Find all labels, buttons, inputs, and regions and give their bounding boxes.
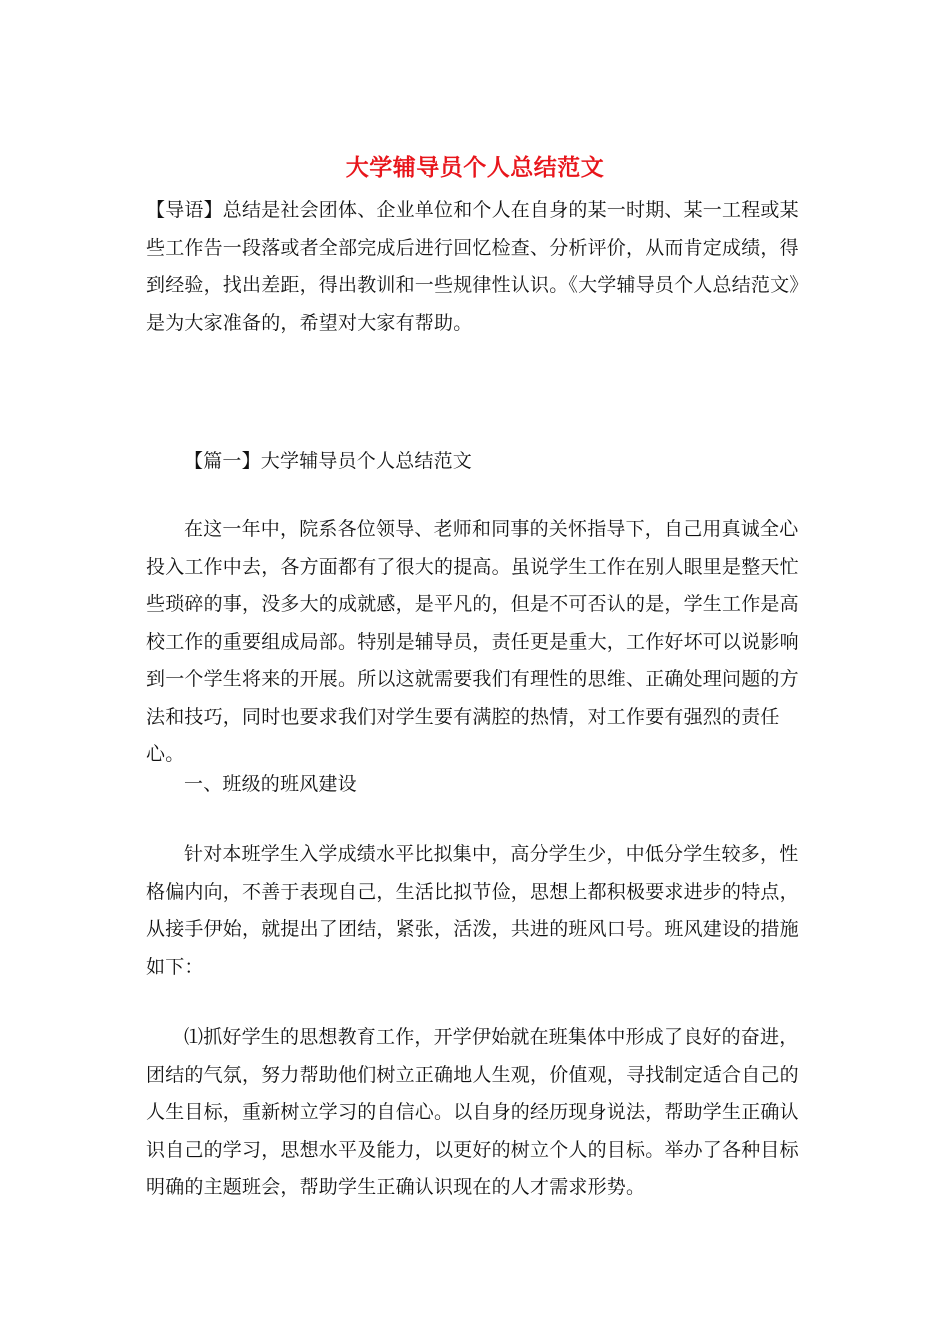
paragraph-text-2: 针对本班学生入学成绩水平比拟集中，高分学生少，中低分学生较多，性格偏内向，不善于表现自己，生活比拟节俭，思想上都积极要求进步的特点，从接手伊始，就提出了团结，紧张，活泼，共进的班风口号。班风建设的措施如下： <box>146 843 799 978</box>
body-paragraph-3 <box>146 1019 816 1207</box>
body-paragraph-2 <box>146 836 816 986</box>
document-title: 大学辅导员个人总结范文 <box>345 154 605 181</box>
intro-text: 【导语】总结是社会团体、企业单位和个人在自身的某一时期、某一工程或某些工作告一段落或者全部完成后进行回忆检查、分析评价，从而肯定成绩，得到经验，找出差距，得出教训和一些规律性认识。《大学辅导员个人总结范文》是为大家准备的，希望对大家有帮助。 <box>146 199 809 334</box>
paragraph-text-3: ⑴抓好学生的思想教育工作，开学伊始就在班集体中形成了良好的奋进，团结的气氛，努力帮助他们树立正确地人生观，价值观，寻找制定适合自己的人生目标，重新树立学习的自信心。以自身的经历现身说法，帮助学生正确认识自己的学习，思想水平及能力，以更好的树立个人的目标。举办了各种目标明确的主题班会，帮助学生正确认识现在的人才需求形势。 <box>146 1026 799 1198</box>
paragraph-text-1: 在这一年中，院系各位领导、老师和同事的关怀指导下，自己用真诚全心投入工作中去，各方面都有了很大的提高。虽说学生工作在别人眼里是整天忙些琐碎的事，没多大的成就感，是平凡的，但是不可否认的是，学生工作是高校工作的重要组成局部。特别是辅导员，责任更是重大，工作好坏可以说影响到一个学生将来的开展。所以这就需要我们有理性的思维、正确处理问题的方法和技巧，同时也要求我们对学生要有满腔的热情，对工作要有强烈的责任心。 <box>146 518 799 765</box>
section-heading-block <box>146 766 816 804</box>
chapter-heading: 【篇一】大学辅导员个人总结范文 <box>184 450 473 472</box>
section-heading-1: 一、班级的班风建设 <box>184 773 357 795</box>
chapter-heading-block <box>146 443 816 481</box>
body-paragraph-1 <box>146 511 816 774</box>
intro-paragraph <box>146 192 816 342</box>
